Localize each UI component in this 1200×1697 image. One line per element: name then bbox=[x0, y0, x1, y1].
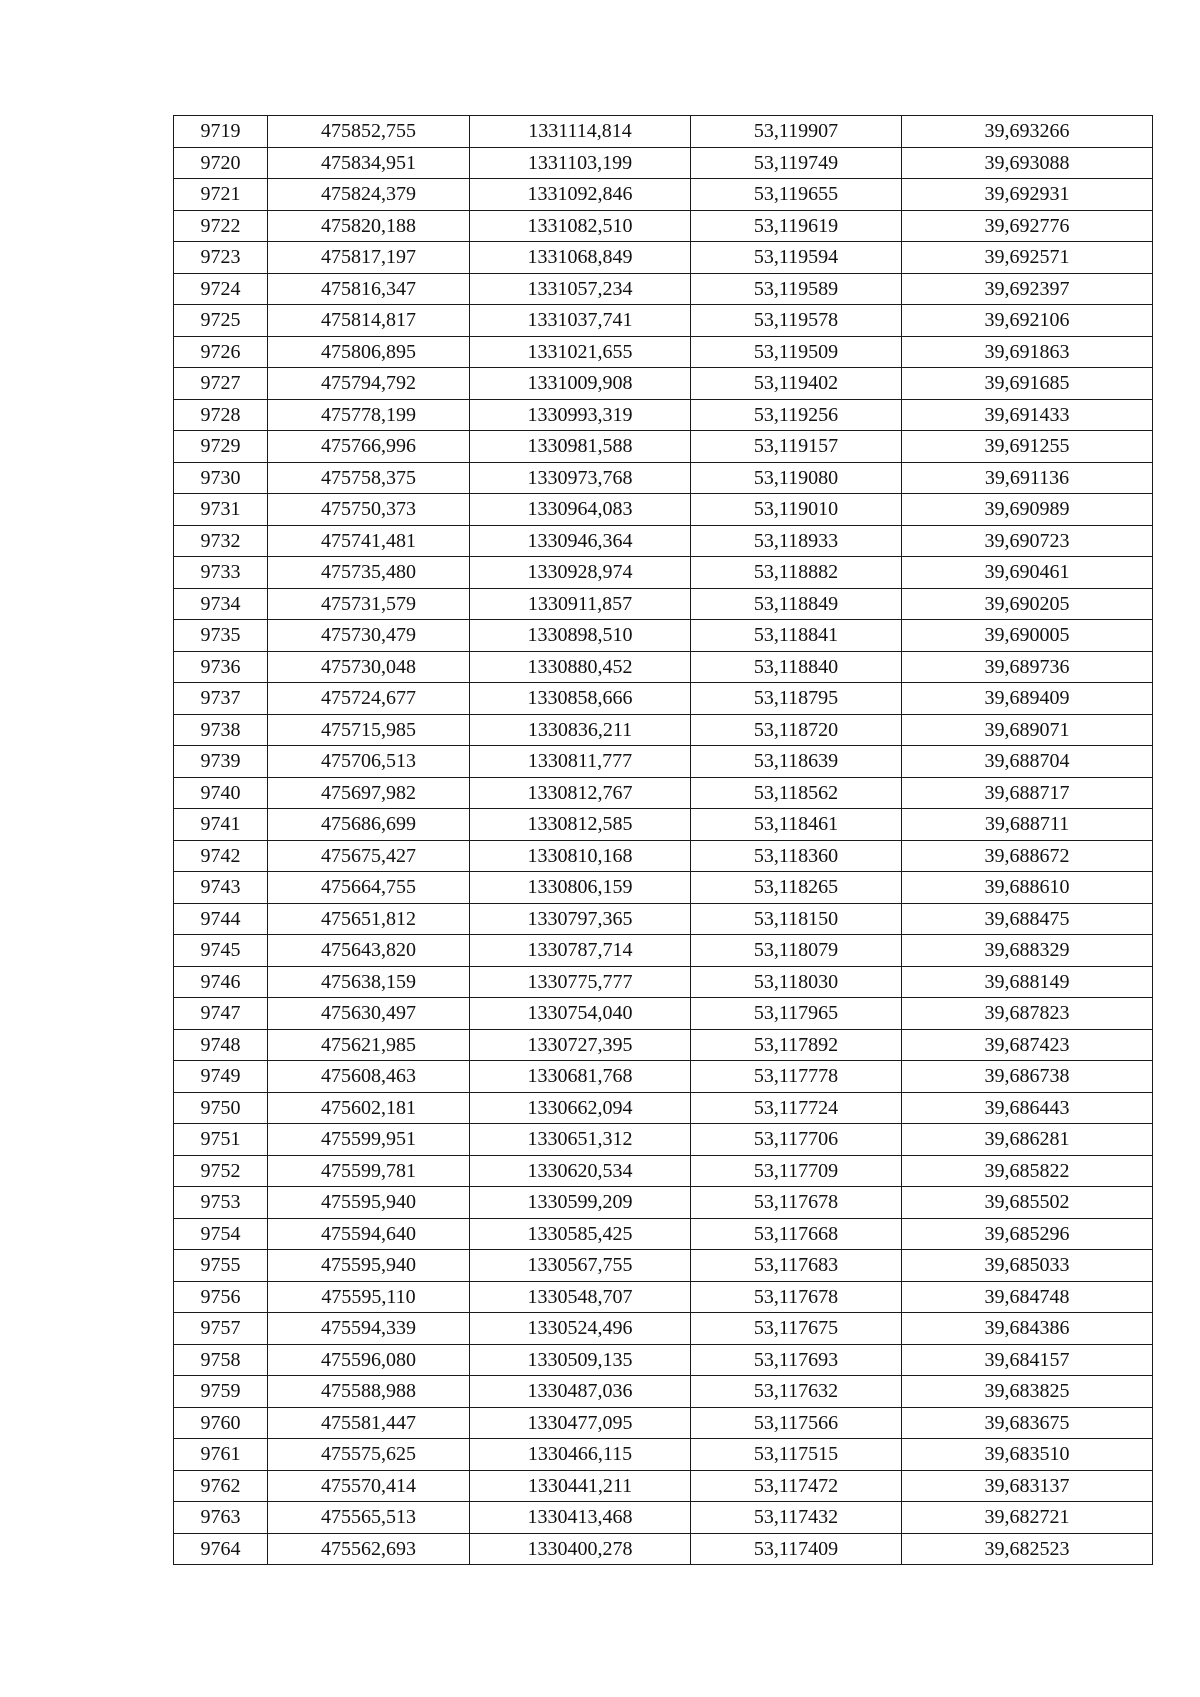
x-coordinate-cell: 475741,481 bbox=[268, 525, 470, 557]
latitude-cell: 53,117472 bbox=[691, 1470, 902, 1502]
x-coordinate-cell: 475630,497 bbox=[268, 998, 470, 1030]
latitude-cell: 53,118882 bbox=[691, 557, 902, 589]
longitude-cell: 39,691255 bbox=[902, 431, 1153, 463]
longitude-cell: 39,688711 bbox=[902, 809, 1153, 841]
longitude-cell: 39,683825 bbox=[902, 1376, 1153, 1408]
point-number-cell: 9764 bbox=[174, 1533, 268, 1565]
point-number-cell: 9734 bbox=[174, 588, 268, 620]
latitude-cell: 53,117678 bbox=[691, 1281, 902, 1313]
table-row bbox=[174, 1218, 1153, 1250]
point-number-cell: 9723 bbox=[174, 242, 268, 274]
y-coordinate-cell: 1330787,714 bbox=[470, 935, 691, 967]
latitude-cell: 53,117693 bbox=[691, 1344, 902, 1376]
point-number-cell: 9743 bbox=[174, 872, 268, 904]
y-coordinate-cell: 1330681,768 bbox=[470, 1061, 691, 1093]
point-number-cell: 9753 bbox=[174, 1187, 268, 1219]
y-coordinate-cell: 1330806,159 bbox=[470, 872, 691, 904]
x-coordinate-cell: 475706,513 bbox=[268, 746, 470, 778]
y-coordinate-cell: 1330599,209 bbox=[470, 1187, 691, 1219]
y-coordinate-cell: 1331009,908 bbox=[470, 368, 691, 400]
table-row bbox=[174, 210, 1153, 242]
table-row bbox=[174, 494, 1153, 526]
point-number-cell: 9720 bbox=[174, 147, 268, 179]
point-number-cell: 9750 bbox=[174, 1092, 268, 1124]
point-number-cell: 9719 bbox=[174, 116, 268, 148]
latitude-cell: 53,118030 bbox=[691, 966, 902, 998]
x-coordinate-cell: 475602,181 bbox=[268, 1092, 470, 1124]
y-coordinate-cell: 1331092,846 bbox=[470, 179, 691, 211]
longitude-cell: 39,683510 bbox=[902, 1439, 1153, 1471]
x-coordinate-cell: 475595,110 bbox=[268, 1281, 470, 1313]
latitude-cell: 53,118360 bbox=[691, 840, 902, 872]
latitude-cell: 53,118933 bbox=[691, 525, 902, 557]
latitude-cell: 53,117683 bbox=[691, 1250, 902, 1282]
point-number-cell: 9736 bbox=[174, 651, 268, 683]
y-coordinate-cell: 1330898,510 bbox=[470, 620, 691, 652]
x-coordinate-cell: 475715,985 bbox=[268, 714, 470, 746]
longitude-cell: 39,685822 bbox=[902, 1155, 1153, 1187]
x-coordinate-cell: 475594,640 bbox=[268, 1218, 470, 1250]
y-coordinate-cell: 1331068,849 bbox=[470, 242, 691, 274]
table-row bbox=[174, 1124, 1153, 1156]
latitude-cell: 53,119157 bbox=[691, 431, 902, 463]
x-coordinate-cell: 475730,479 bbox=[268, 620, 470, 652]
longitude-cell: 39,687423 bbox=[902, 1029, 1153, 1061]
table-row bbox=[174, 683, 1153, 715]
table-row bbox=[174, 872, 1153, 904]
y-coordinate-cell: 1330466,115 bbox=[470, 1439, 691, 1471]
longitude-cell: 39,691685 bbox=[902, 368, 1153, 400]
longitude-cell: 39,684157 bbox=[902, 1344, 1153, 1376]
point-number-cell: 9725 bbox=[174, 305, 268, 337]
y-coordinate-cell: 1330662,094 bbox=[470, 1092, 691, 1124]
y-coordinate-cell: 1331103,199 bbox=[470, 147, 691, 179]
y-coordinate-cell: 1330413,468 bbox=[470, 1502, 691, 1534]
table-row bbox=[174, 620, 1153, 652]
table-row bbox=[174, 809, 1153, 841]
table-row bbox=[174, 966, 1153, 998]
longitude-cell: 39,682721 bbox=[902, 1502, 1153, 1534]
longitude-cell: 39,690005 bbox=[902, 620, 1153, 652]
latitude-cell: 53,118562 bbox=[691, 777, 902, 809]
y-coordinate-cell: 1331037,741 bbox=[470, 305, 691, 337]
table-row bbox=[174, 714, 1153, 746]
table-row bbox=[174, 746, 1153, 778]
longitude-cell: 39,683137 bbox=[902, 1470, 1153, 1502]
longitude-cell: 39,690461 bbox=[902, 557, 1153, 589]
table-row bbox=[174, 147, 1153, 179]
y-coordinate-cell: 1330973,768 bbox=[470, 462, 691, 494]
longitude-cell: 39,692931 bbox=[902, 179, 1153, 211]
x-coordinate-cell: 475816,347 bbox=[268, 273, 470, 305]
y-coordinate-cell: 1330487,036 bbox=[470, 1376, 691, 1408]
latitude-cell: 53,117706 bbox=[691, 1124, 902, 1156]
table-row bbox=[174, 179, 1153, 211]
point-number-cell: 9758 bbox=[174, 1344, 268, 1376]
table-row bbox=[174, 273, 1153, 305]
longitude-cell: 39,691863 bbox=[902, 336, 1153, 368]
y-coordinate-cell: 1331082,510 bbox=[470, 210, 691, 242]
y-coordinate-cell: 1330812,585 bbox=[470, 809, 691, 841]
point-number-cell: 9732 bbox=[174, 525, 268, 557]
x-coordinate-cell: 475824,379 bbox=[268, 179, 470, 211]
point-number-cell: 9752 bbox=[174, 1155, 268, 1187]
y-coordinate-cell: 1331114,814 bbox=[470, 116, 691, 148]
point-number-cell: 9755 bbox=[174, 1250, 268, 1282]
longitude-cell: 39,688610 bbox=[902, 872, 1153, 904]
longitude-cell: 39,686738 bbox=[902, 1061, 1153, 1093]
longitude-cell: 39,688672 bbox=[902, 840, 1153, 872]
x-coordinate-cell: 475852,755 bbox=[268, 116, 470, 148]
y-coordinate-cell: 1330477,095 bbox=[470, 1407, 691, 1439]
point-number-cell: 9759 bbox=[174, 1376, 268, 1408]
table-row bbox=[174, 1281, 1153, 1313]
table-row bbox=[174, 525, 1153, 557]
x-coordinate-cell: 475735,480 bbox=[268, 557, 470, 589]
table-row bbox=[174, 1533, 1153, 1565]
longitude-cell: 39,693266 bbox=[902, 116, 1153, 148]
y-coordinate-cell: 1330858,666 bbox=[470, 683, 691, 715]
longitude-cell: 39,692571 bbox=[902, 242, 1153, 274]
y-coordinate-cell: 1330727,395 bbox=[470, 1029, 691, 1061]
point-number-cell: 9733 bbox=[174, 557, 268, 589]
x-coordinate-cell: 475595,940 bbox=[268, 1250, 470, 1282]
table-row bbox=[174, 1313, 1153, 1345]
y-coordinate-cell: 1330811,777 bbox=[470, 746, 691, 778]
latitude-cell: 53,119589 bbox=[691, 273, 902, 305]
table-row bbox=[174, 431, 1153, 463]
table-row bbox=[174, 1092, 1153, 1124]
latitude-cell: 53,119256 bbox=[691, 399, 902, 431]
x-coordinate-cell: 475651,812 bbox=[268, 903, 470, 935]
longitude-cell: 39,682523 bbox=[902, 1533, 1153, 1565]
y-coordinate-cell: 1330441,211 bbox=[470, 1470, 691, 1502]
point-number-cell: 9746 bbox=[174, 966, 268, 998]
x-coordinate-cell: 475817,197 bbox=[268, 242, 470, 274]
longitude-cell: 39,693088 bbox=[902, 147, 1153, 179]
table-row bbox=[174, 777, 1153, 809]
latitude-cell: 53,118720 bbox=[691, 714, 902, 746]
y-coordinate-cell: 1330620,534 bbox=[470, 1155, 691, 1187]
latitude-cell: 53,118461 bbox=[691, 809, 902, 841]
point-number-cell: 9737 bbox=[174, 683, 268, 715]
table-row bbox=[174, 1061, 1153, 1093]
latitude-cell: 53,119594 bbox=[691, 242, 902, 274]
latitude-cell: 53,117566 bbox=[691, 1407, 902, 1439]
x-coordinate-cell: 475820,188 bbox=[268, 210, 470, 242]
table-row bbox=[174, 1502, 1153, 1534]
x-coordinate-cell: 475608,463 bbox=[268, 1061, 470, 1093]
y-coordinate-cell: 1330880,452 bbox=[470, 651, 691, 683]
y-coordinate-cell: 1330928,974 bbox=[470, 557, 691, 589]
x-coordinate-cell: 475599,781 bbox=[268, 1155, 470, 1187]
longitude-cell: 39,688329 bbox=[902, 935, 1153, 967]
latitude-cell: 53,119010 bbox=[691, 494, 902, 526]
longitude-cell: 39,685296 bbox=[902, 1218, 1153, 1250]
table-row bbox=[174, 840, 1153, 872]
point-number-cell: 9726 bbox=[174, 336, 268, 368]
y-coordinate-cell: 1330993,319 bbox=[470, 399, 691, 431]
x-coordinate-cell: 475730,048 bbox=[268, 651, 470, 683]
x-coordinate-cell: 475750,373 bbox=[268, 494, 470, 526]
longitude-cell: 39,687823 bbox=[902, 998, 1153, 1030]
longitude-cell: 39,684386 bbox=[902, 1313, 1153, 1345]
x-coordinate-cell: 475834,951 bbox=[268, 147, 470, 179]
latitude-cell: 53,118079 bbox=[691, 935, 902, 967]
x-coordinate-cell: 475581,447 bbox=[268, 1407, 470, 1439]
latitude-cell: 53,117965 bbox=[691, 998, 902, 1030]
x-coordinate-cell: 475675,427 bbox=[268, 840, 470, 872]
longitude-cell: 39,689071 bbox=[902, 714, 1153, 746]
x-coordinate-cell: 475806,895 bbox=[268, 336, 470, 368]
y-coordinate-cell: 1330946,364 bbox=[470, 525, 691, 557]
point-number-cell: 9739 bbox=[174, 746, 268, 778]
table-row bbox=[174, 305, 1153, 337]
longitude-cell: 39,686281 bbox=[902, 1124, 1153, 1156]
x-coordinate-cell: 475664,755 bbox=[268, 872, 470, 904]
table-row bbox=[174, 998, 1153, 1030]
y-coordinate-cell: 1330509,135 bbox=[470, 1344, 691, 1376]
table-row bbox=[174, 116, 1153, 148]
coordinates-table-body bbox=[174, 116, 1153, 1565]
point-number-cell: 9741 bbox=[174, 809, 268, 841]
x-coordinate-cell: 475570,414 bbox=[268, 1470, 470, 1502]
x-coordinate-cell: 475595,940 bbox=[268, 1187, 470, 1219]
longitude-cell: 39,689409 bbox=[902, 683, 1153, 715]
longitude-cell: 39,691433 bbox=[902, 399, 1153, 431]
x-coordinate-cell: 475814,817 bbox=[268, 305, 470, 337]
latitude-cell: 53,117778 bbox=[691, 1061, 902, 1093]
latitude-cell: 53,118639 bbox=[691, 746, 902, 778]
table-row bbox=[174, 462, 1153, 494]
table-row bbox=[174, 557, 1153, 589]
longitude-cell: 39,689736 bbox=[902, 651, 1153, 683]
point-number-cell: 9747 bbox=[174, 998, 268, 1030]
latitude-cell: 53,117675 bbox=[691, 1313, 902, 1345]
point-number-cell: 9744 bbox=[174, 903, 268, 935]
latitude-cell: 53,119080 bbox=[691, 462, 902, 494]
y-coordinate-cell: 1330524,496 bbox=[470, 1313, 691, 1345]
y-coordinate-cell: 1330775,777 bbox=[470, 966, 691, 998]
x-coordinate-cell: 475599,951 bbox=[268, 1124, 470, 1156]
x-coordinate-cell: 475621,985 bbox=[268, 1029, 470, 1061]
x-coordinate-cell: 475686,699 bbox=[268, 809, 470, 841]
latitude-cell: 53,117668 bbox=[691, 1218, 902, 1250]
point-number-cell: 9754 bbox=[174, 1218, 268, 1250]
point-number-cell: 9756 bbox=[174, 1281, 268, 1313]
table-row bbox=[174, 903, 1153, 935]
latitude-cell: 53,119578 bbox=[691, 305, 902, 337]
point-number-cell: 9749 bbox=[174, 1061, 268, 1093]
x-coordinate-cell: 475565,513 bbox=[268, 1502, 470, 1534]
latitude-cell: 53,117632 bbox=[691, 1376, 902, 1408]
y-coordinate-cell: 1330651,312 bbox=[470, 1124, 691, 1156]
point-number-cell: 9745 bbox=[174, 935, 268, 967]
y-coordinate-cell: 1330585,425 bbox=[470, 1218, 691, 1250]
coordinates-table bbox=[173, 115, 1153, 1565]
y-coordinate-cell: 1331021,655 bbox=[470, 336, 691, 368]
table-row bbox=[174, 1344, 1153, 1376]
longitude-cell: 39,688717 bbox=[902, 777, 1153, 809]
table-row bbox=[174, 651, 1153, 683]
longitude-cell: 39,688704 bbox=[902, 746, 1153, 778]
y-coordinate-cell: 1330567,755 bbox=[470, 1250, 691, 1282]
table-row bbox=[174, 1029, 1153, 1061]
y-coordinate-cell: 1330964,083 bbox=[470, 494, 691, 526]
longitude-cell: 39,684748 bbox=[902, 1281, 1153, 1313]
y-coordinate-cell: 1330812,767 bbox=[470, 777, 691, 809]
latitude-cell: 53,119402 bbox=[691, 368, 902, 400]
x-coordinate-cell: 475596,080 bbox=[268, 1344, 470, 1376]
point-number-cell: 9721 bbox=[174, 179, 268, 211]
longitude-cell: 39,688475 bbox=[902, 903, 1153, 935]
x-coordinate-cell: 475778,199 bbox=[268, 399, 470, 431]
y-coordinate-cell: 1331057,234 bbox=[470, 273, 691, 305]
longitude-cell: 39,685502 bbox=[902, 1187, 1153, 1219]
point-number-cell: 9738 bbox=[174, 714, 268, 746]
longitude-cell: 39,685033 bbox=[902, 1250, 1153, 1282]
x-coordinate-cell: 475594,339 bbox=[268, 1313, 470, 1345]
table-row bbox=[174, 1376, 1153, 1408]
latitude-cell: 53,118841 bbox=[691, 620, 902, 652]
table-row bbox=[174, 1407, 1153, 1439]
y-coordinate-cell: 1330836,211 bbox=[470, 714, 691, 746]
x-coordinate-cell: 475638,159 bbox=[268, 966, 470, 998]
point-number-cell: 9742 bbox=[174, 840, 268, 872]
latitude-cell: 53,119619 bbox=[691, 210, 902, 242]
point-number-cell: 9730 bbox=[174, 462, 268, 494]
x-coordinate-cell: 475575,625 bbox=[268, 1439, 470, 1471]
latitude-cell: 53,117709 bbox=[691, 1155, 902, 1187]
point-number-cell: 9740 bbox=[174, 777, 268, 809]
longitude-cell: 39,686443 bbox=[902, 1092, 1153, 1124]
latitude-cell: 53,119509 bbox=[691, 336, 902, 368]
latitude-cell: 53,117432 bbox=[691, 1502, 902, 1534]
latitude-cell: 53,118265 bbox=[691, 872, 902, 904]
x-coordinate-cell: 475758,375 bbox=[268, 462, 470, 494]
point-number-cell: 9724 bbox=[174, 273, 268, 305]
latitude-cell: 53,118150 bbox=[691, 903, 902, 935]
latitude-cell: 53,119749 bbox=[691, 147, 902, 179]
x-coordinate-cell: 475766,996 bbox=[268, 431, 470, 463]
point-number-cell: 9735 bbox=[174, 620, 268, 652]
latitude-cell: 53,119907 bbox=[691, 116, 902, 148]
x-coordinate-cell: 475588,988 bbox=[268, 1376, 470, 1408]
point-number-cell: 9763 bbox=[174, 1502, 268, 1534]
table-row bbox=[174, 1250, 1153, 1282]
y-coordinate-cell: 1330548,707 bbox=[470, 1281, 691, 1313]
point-number-cell: 9751 bbox=[174, 1124, 268, 1156]
x-coordinate-cell: 475643,820 bbox=[268, 935, 470, 967]
point-number-cell: 9762 bbox=[174, 1470, 268, 1502]
point-number-cell: 9731 bbox=[174, 494, 268, 526]
latitude-cell: 53,117724 bbox=[691, 1092, 902, 1124]
y-coordinate-cell: 1330810,168 bbox=[470, 840, 691, 872]
latitude-cell: 53,117409 bbox=[691, 1533, 902, 1565]
point-number-cell: 9757 bbox=[174, 1313, 268, 1345]
x-coordinate-cell: 475697,982 bbox=[268, 777, 470, 809]
y-coordinate-cell: 1330400,278 bbox=[470, 1533, 691, 1565]
latitude-cell: 53,117678 bbox=[691, 1187, 902, 1219]
y-coordinate-cell: 1330754,040 bbox=[470, 998, 691, 1030]
longitude-cell: 39,690205 bbox=[902, 588, 1153, 620]
table-row bbox=[174, 1470, 1153, 1502]
y-coordinate-cell: 1330981,588 bbox=[470, 431, 691, 463]
longitude-cell: 39,688149 bbox=[902, 966, 1153, 998]
x-coordinate-cell: 475731,579 bbox=[268, 588, 470, 620]
latitude-cell: 53,119655 bbox=[691, 179, 902, 211]
table-row bbox=[174, 1439, 1153, 1471]
longitude-cell: 39,691136 bbox=[902, 462, 1153, 494]
x-coordinate-cell: 475794,792 bbox=[268, 368, 470, 400]
longitude-cell: 39,690989 bbox=[902, 494, 1153, 526]
longitude-cell: 39,692106 bbox=[902, 305, 1153, 337]
table-row bbox=[174, 242, 1153, 274]
point-number-cell: 9728 bbox=[174, 399, 268, 431]
table-row bbox=[174, 1187, 1153, 1219]
point-number-cell: 9761 bbox=[174, 1439, 268, 1471]
table-row bbox=[174, 368, 1153, 400]
longitude-cell: 39,683675 bbox=[902, 1407, 1153, 1439]
table-row bbox=[174, 399, 1153, 431]
point-number-cell: 9729 bbox=[174, 431, 268, 463]
table-row bbox=[174, 935, 1153, 967]
latitude-cell: 53,118840 bbox=[691, 651, 902, 683]
longitude-cell: 39,692776 bbox=[902, 210, 1153, 242]
x-coordinate-cell: 475562,693 bbox=[268, 1533, 470, 1565]
latitude-cell: 53,117515 bbox=[691, 1439, 902, 1471]
latitude-cell: 53,118795 bbox=[691, 683, 902, 715]
point-number-cell: 9722 bbox=[174, 210, 268, 242]
x-coordinate-cell: 475724,677 bbox=[268, 683, 470, 715]
latitude-cell: 53,117892 bbox=[691, 1029, 902, 1061]
latitude-cell: 53,118849 bbox=[691, 588, 902, 620]
point-number-cell: 9760 bbox=[174, 1407, 268, 1439]
table-row bbox=[174, 588, 1153, 620]
longitude-cell: 39,690723 bbox=[902, 525, 1153, 557]
table-row bbox=[174, 1155, 1153, 1187]
y-coordinate-cell: 1330911,857 bbox=[470, 588, 691, 620]
point-number-cell: 9727 bbox=[174, 368, 268, 400]
y-coordinate-cell: 1330797,365 bbox=[470, 903, 691, 935]
point-number-cell: 9748 bbox=[174, 1029, 268, 1061]
longitude-cell: 39,692397 bbox=[902, 273, 1153, 305]
table-row bbox=[174, 336, 1153, 368]
